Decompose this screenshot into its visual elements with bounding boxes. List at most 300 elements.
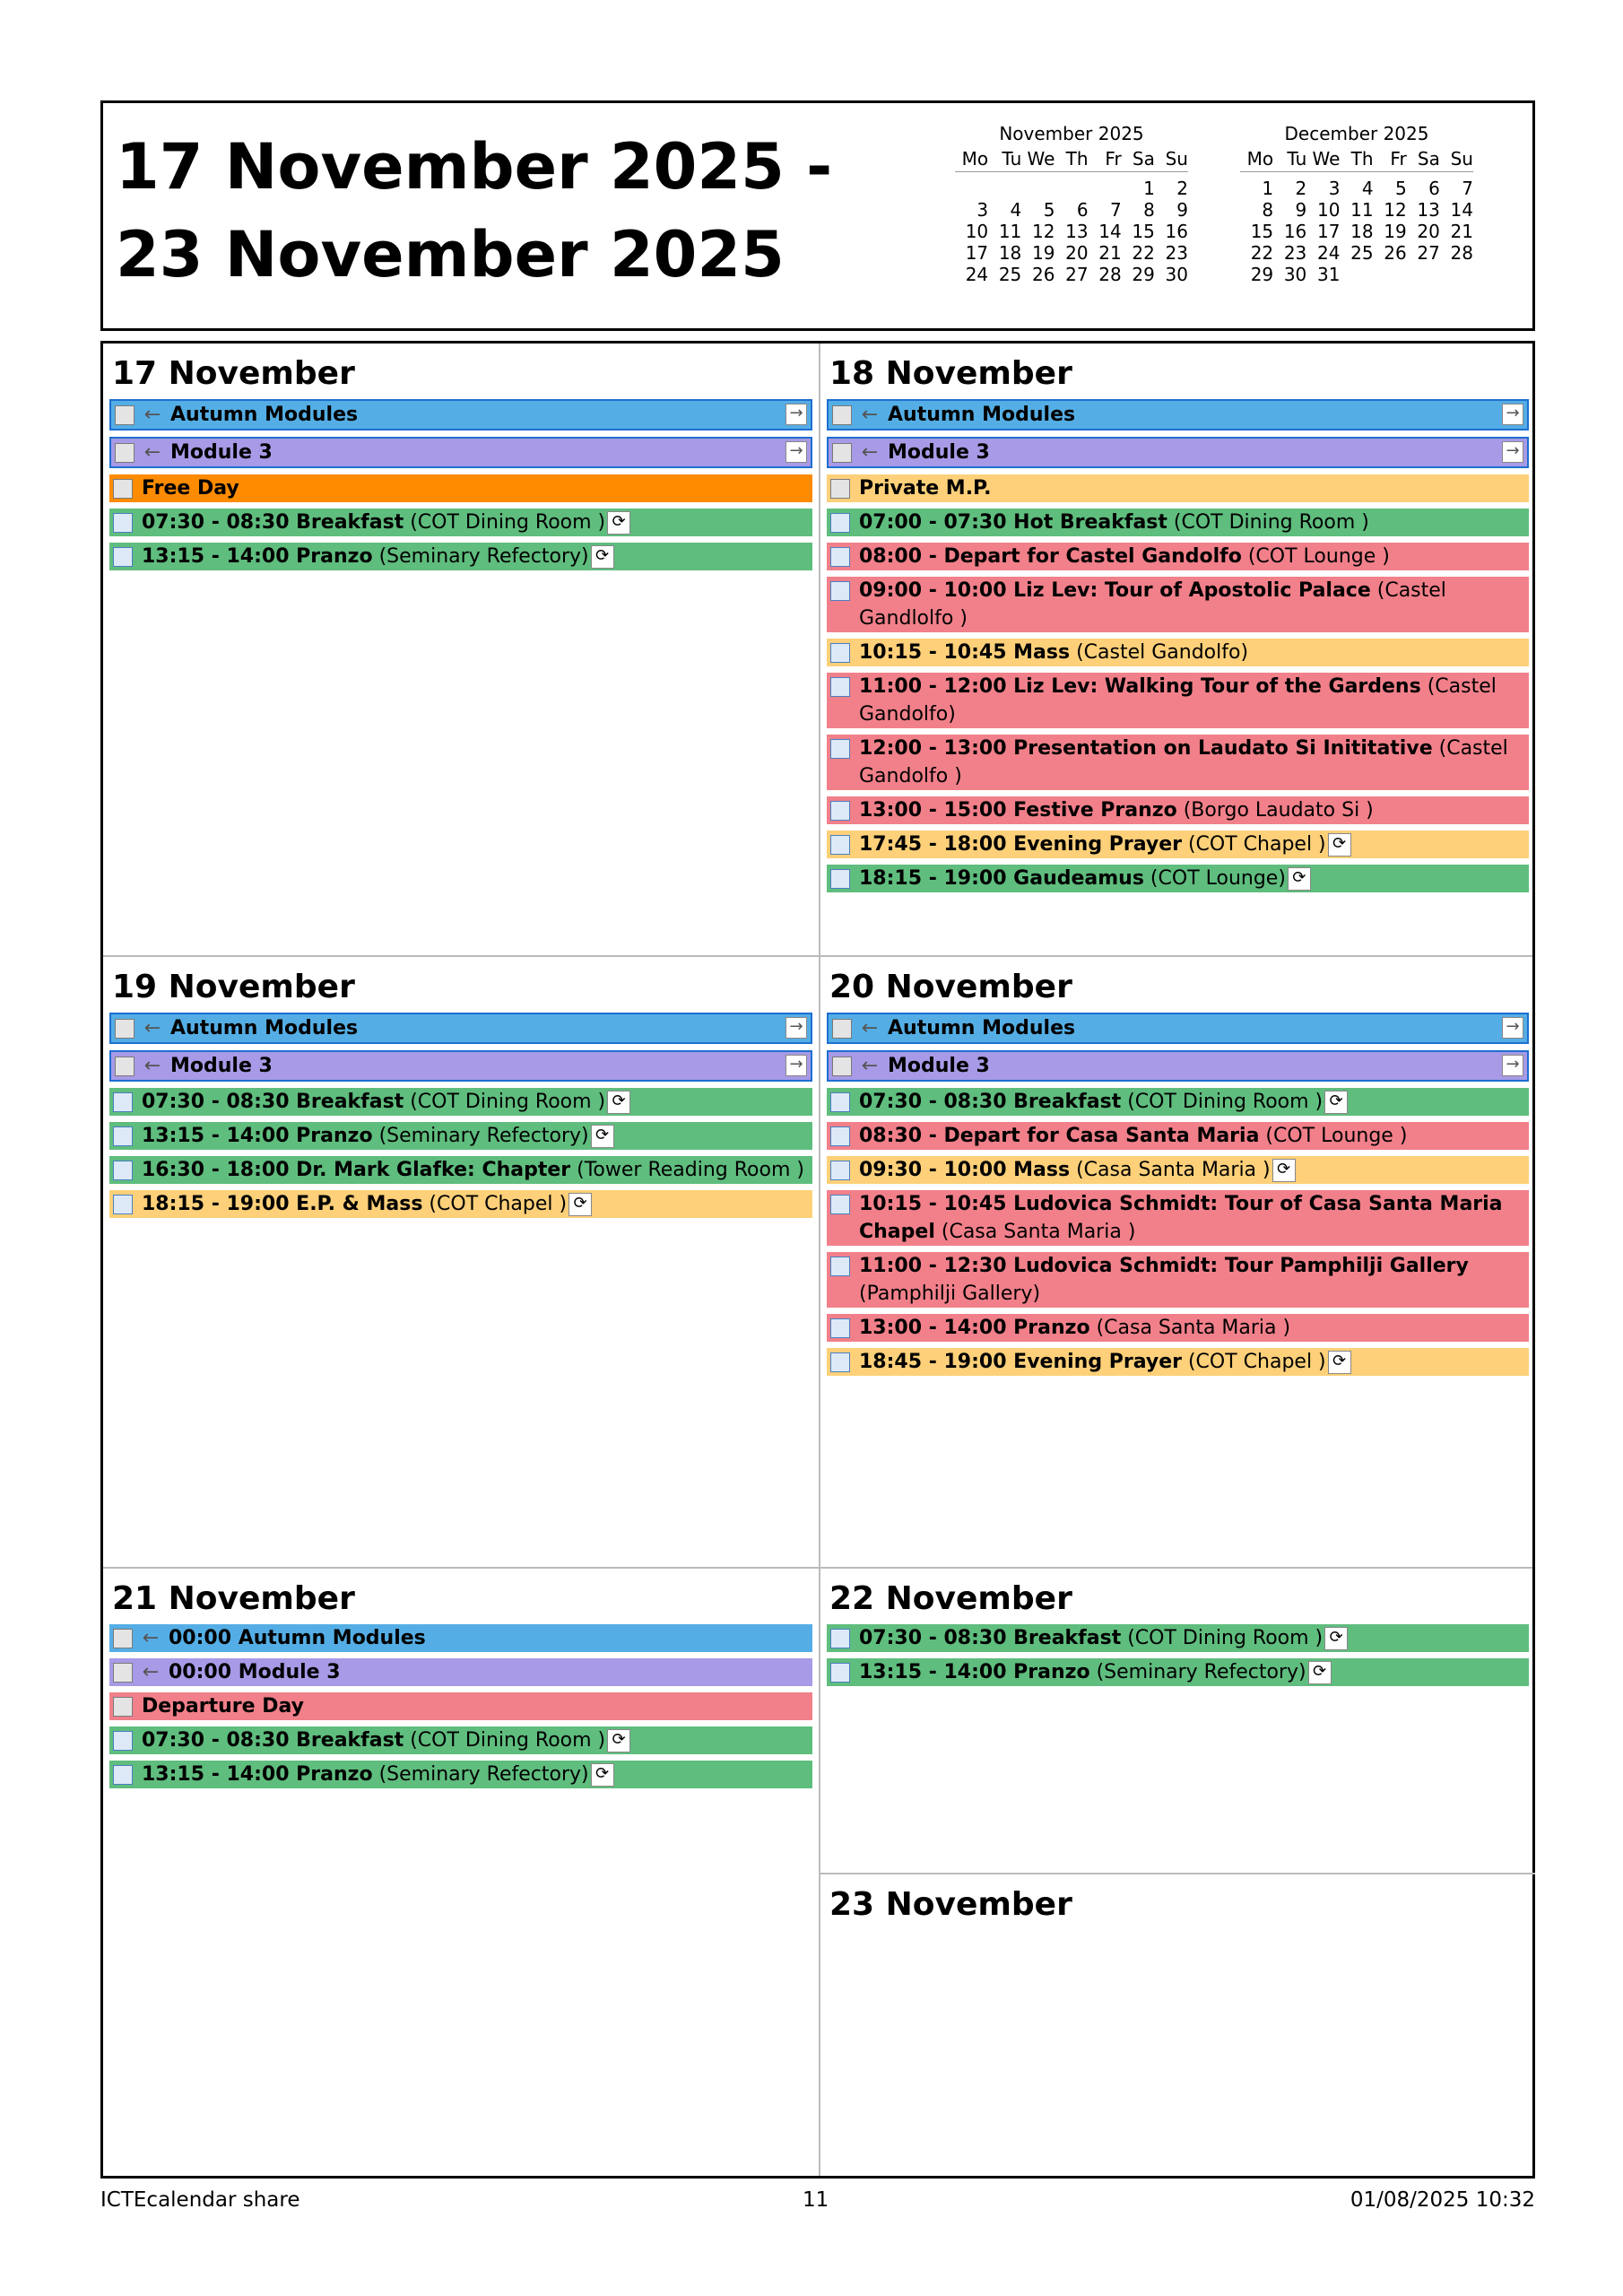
event-location: (COT Chapel ) (1181, 1351, 1326, 1373)
event-text (859, 1193, 1503, 1243)
weekday-label: Mo (1246, 148, 1274, 170)
calendar-date[interactable]: 1 (1143, 178, 1155, 199)
calendar-date[interactable]: 9 (1295, 199, 1307, 221)
event-checkbox[interactable] (832, 1019, 852, 1039)
event-text (170, 1017, 358, 1039)
event-item[interactable] (827, 577, 1529, 632)
calendar-date[interactable]: 23 (1165, 242, 1188, 264)
event-location: (Borgo Laudato Si ) (1176, 799, 1374, 822)
event-title: 09:00 - 10:00 Liz Lev: Tour of Apostolic Palace (859, 579, 1371, 602)
event-item[interactable] (109, 437, 812, 468)
calendar-date[interactable]: 16 (1165, 221, 1188, 242)
calendar-date[interactable]: 9 (1176, 199, 1188, 221)
event-item[interactable] (827, 639, 1529, 666)
event-text (859, 867, 1311, 890)
calendar-date[interactable]: 19 (1384, 221, 1407, 242)
event-text (859, 641, 1248, 664)
recurring-icon: ⟳ (591, 545, 614, 569)
event-checkbox[interactable] (830, 581, 850, 601)
calendar-date[interactable]: 22 (1250, 242, 1274, 264)
weekday-label: We (1312, 148, 1341, 170)
event-checkbox[interactable] (113, 513, 133, 533)
recurring-icon: ⟳ (591, 1125, 614, 1148)
event-checkbox[interactable] (113, 1765, 133, 1785)
calendar-date[interactable]: 25 (1350, 242, 1374, 264)
week-header (100, 100, 1535, 331)
event-item[interactable] (109, 399, 812, 430)
recurring-icon: ⟳ (1288, 867, 1311, 891)
continues-right-arrow-icon: → (785, 1017, 807, 1039)
day-label: 22 November (829, 1580, 1072, 1617)
day-label: 19 November (112, 969, 355, 1005)
event-item[interactable] (827, 437, 1529, 468)
calendar-date[interactable]: 24 (1316, 242, 1341, 264)
event-item[interactable] (827, 1252, 1529, 1308)
event-item[interactable] (827, 474, 1529, 502)
event-location: (COT Lounge ) (1241, 545, 1390, 568)
footer-calendar-name: ICTEcalendar share (100, 2188, 300, 2212)
event-location: (Casa Santa Maria ) (1070, 1159, 1271, 1181)
event-checkbox[interactable] (113, 1731, 133, 1751)
event-item[interactable] (827, 509, 1529, 536)
event-location: (COT Dining Room ) (404, 511, 606, 534)
event-checkbox[interactable] (113, 1161, 133, 1180)
mini-calendar-title: December 2025 (1284, 123, 1429, 144)
event-checkbox[interactable] (113, 547, 133, 567)
event-item[interactable] (109, 1156, 812, 1184)
event-item[interactable] (827, 1624, 1529, 1652)
event-text (859, 579, 1446, 630)
event-location: (Casa Santa Maria ) (1089, 1317, 1291, 1339)
event-item[interactable] (109, 1726, 812, 1754)
event-title: 07:30 - 08:30 Breakfast (142, 1091, 404, 1113)
event-item[interactable] (827, 1050, 1529, 1082)
continues-right-arrow-icon: → (1502, 1055, 1523, 1076)
event-title: 08:00 - Depart for Castel Gandolfo (859, 545, 1242, 568)
event-title: Autumn Modules (170, 1017, 359, 1039)
mini-calendar-days (955, 178, 1188, 285)
event-checkbox[interactable] (115, 1019, 135, 1039)
calendar-date[interactable]: 11 (1350, 199, 1374, 221)
event-item[interactable] (827, 796, 1529, 824)
event-item[interactable] (827, 735, 1529, 790)
calendar-date[interactable]: 5 (1394, 178, 1407, 199)
recurring-icon: ⟳ (1324, 1091, 1348, 1114)
event-item[interactable] (109, 509, 812, 536)
event-checkbox[interactable] (830, 643, 850, 663)
event-item[interactable] (827, 1156, 1529, 1184)
continues-left-arrow-icon: ← (861, 1017, 879, 1039)
day-events (827, 399, 1529, 892)
event-location: (Casa Santa Maria ) (934, 1221, 1136, 1243)
event-text (859, 833, 1351, 856)
title-line-1: 17 November 2025 - (116, 130, 833, 204)
calendar-date[interactable]: 4 (1361, 178, 1374, 199)
event-title: 13:15 - 14:00 Pranzo (142, 1125, 373, 1147)
event-item[interactable] (109, 1692, 812, 1720)
day-cell-20-november[interactable] (820, 957, 1535, 1567)
weekday-label: Th (1065, 148, 1089, 170)
event-checkbox[interactable] (113, 1663, 133, 1683)
calendar-date[interactable]: 8 (1143, 199, 1155, 221)
weekday-label: Sa (1417, 148, 1440, 170)
event-checkbox[interactable] (113, 479, 133, 499)
calendar-date[interactable]: 2 (1295, 178, 1307, 199)
continues-right-arrow-icon: → (1502, 404, 1523, 425)
recurring-icon: ⟳ (1272, 1159, 1296, 1182)
event-location: (COT Dining Room ) (404, 1729, 606, 1752)
calendar-date[interactable]: 1 (1262, 178, 1274, 199)
recurring-icon: ⟳ (607, 1091, 630, 1114)
event-title: 18:15 - 19:00 E.P. & Mass (142, 1193, 423, 1215)
event-item[interactable] (109, 543, 812, 570)
event-checkbox[interactable] (830, 739, 850, 759)
event-title: 11:00 - 12:00 Liz Lev: Walking Tour of the Gardens (859, 675, 1421, 698)
event-title: 18:45 - 19:00 Evening Prayer (859, 1351, 1182, 1373)
event-location: (Pamphilji Gallery) (859, 1283, 1041, 1305)
recurring-icon: ⟳ (1328, 1351, 1351, 1374)
weekday-label: Su (1450, 148, 1473, 170)
event-text (859, 1627, 1348, 1649)
calendar-date[interactable]: 28 (1450, 242, 1473, 264)
day-cell-18-november[interactable] (820, 344, 1535, 955)
calendar-date[interactable]: 2 (1176, 178, 1188, 199)
event-text (859, 545, 1390, 568)
event-title: Module 3 (170, 1055, 273, 1077)
event-checkbox[interactable] (115, 1057, 135, 1076)
calendar-date[interactable]: 20 (1417, 221, 1440, 242)
calendar-date[interactable]: 27 (1417, 242, 1440, 264)
event-text (859, 477, 992, 500)
event-title: 07:00 - 07:30 Hot Breakfast (859, 511, 1167, 534)
event-checkbox[interactable] (830, 1318, 850, 1338)
event-checkbox[interactable] (115, 443, 135, 463)
recurring-icon: ⟳ (607, 511, 630, 535)
event-text (859, 1317, 1290, 1339)
calendar-blank (1021, 178, 1055, 199)
weekday-label: Mo (961, 148, 989, 170)
day-cell-21-november[interactable] (103, 1569, 819, 2176)
event-location: (Castel Gandolfo ) (859, 737, 1508, 787)
calendar-date[interactable]: 8 (1262, 199, 1274, 221)
calendar-date[interactable]: 24 (965, 264, 989, 285)
event-location: (Tower Reading Room ) (570, 1159, 804, 1181)
recurring-icon: ⟳ (1328, 833, 1351, 857)
event-title: 18:15 - 19:00 Gaudeamus (859, 867, 1144, 890)
event-location: (Seminary Refectory) (372, 545, 589, 568)
day-events (109, 399, 812, 570)
event-item[interactable] (827, 673, 1529, 728)
event-item[interactable] (109, 1658, 812, 1686)
calendar-date[interactable]: 17 (965, 242, 989, 264)
event-item[interactable] (827, 1348, 1529, 1376)
event-title: 10:15 - 10:45 Mass (859, 641, 1071, 664)
event-title: 13:00 - 14:00 Pranzo (859, 1317, 1090, 1339)
event-item[interactable] (827, 399, 1529, 430)
event-text (170, 1055, 273, 1077)
event-item[interactable] (109, 1050, 812, 1082)
day-label: 18 November (829, 355, 1072, 392)
event-item[interactable] (109, 1013, 812, 1044)
event-item[interactable] (827, 1658, 1529, 1686)
event-text (170, 441, 273, 464)
day-label: 17 November (112, 355, 355, 392)
calendar-date[interactable]: 6 (1076, 199, 1089, 221)
calendar-date[interactable]: 14 (1098, 221, 1122, 242)
continues-right-arrow-icon: → (785, 1055, 807, 1076)
event-text (859, 1255, 1469, 1305)
calendar-date[interactable]: 3 (1328, 178, 1341, 199)
event-checkbox[interactable] (830, 1663, 850, 1683)
event-item[interactable] (827, 1190, 1529, 1246)
event-title: Private M.P. (859, 477, 992, 500)
event-text (859, 799, 1374, 822)
event-checkbox[interactable] (832, 1057, 852, 1076)
event-text (142, 1763, 614, 1786)
day-label: 21 November (112, 1580, 355, 1617)
continues-left-arrow-icon: ← (142, 1661, 160, 1683)
event-checkbox[interactable] (830, 1126, 850, 1146)
calendar-date[interactable]: 15 (1250, 221, 1274, 242)
event-item[interactable] (827, 543, 1529, 570)
event-checkbox[interactable] (113, 1092, 133, 1112)
continues-left-arrow-icon: ← (861, 1055, 879, 1077)
event-text (859, 1125, 1407, 1147)
event-item[interactable] (109, 1190, 812, 1218)
recurring-icon: ⟳ (607, 1729, 630, 1752)
calendar-date[interactable]: 6 (1428, 178, 1440, 199)
event-title: 08:30 - Depart for Casa Santa Maria (859, 1125, 1260, 1147)
calendar-date[interactable]: 11 (998, 221, 1022, 242)
event-checkbox[interactable] (830, 547, 850, 567)
day-events (827, 1624, 1529, 1686)
event-title: 10:15 - 10:45 Ludovica Schmidt: Tour of Casa Santa Maria Chapel (859, 1193, 1503, 1243)
event-checkbox[interactable] (830, 1257, 850, 1276)
event-text (859, 1661, 1332, 1683)
event-checkbox[interactable] (113, 1697, 133, 1717)
mini-calendar-days (1240, 178, 1473, 285)
calendar-date[interactable]: 7 (1462, 178, 1473, 199)
calendar-date[interactable]: 18 (998, 242, 1022, 264)
event-text (859, 737, 1508, 787)
recurring-icon: ⟳ (1308, 1661, 1332, 1684)
event-title: 13:15 - 14:00 Pranzo (142, 1763, 373, 1786)
continues-left-arrow-icon: ← (143, 1017, 161, 1039)
mini-calendar-november[interactable] (955, 123, 1188, 285)
calendar-date[interactable]: 10 (1316, 199, 1341, 221)
event-checkbox[interactable] (830, 869, 850, 889)
calendar-date[interactable]: 12 (1384, 199, 1407, 221)
event-title: 07:30 - 08:30 Breakfast (142, 511, 404, 534)
calendar-date[interactable]: 25 (998, 264, 1022, 285)
event-checkbox[interactable] (830, 801, 850, 821)
event-item[interactable] (109, 1761, 812, 1788)
event-checkbox[interactable] (830, 1161, 850, 1180)
calendar-date[interactable]: 21 (1450, 221, 1473, 242)
event-title: 13:00 - 15:00 Festive Pranzo (859, 799, 1177, 822)
event-text (142, 545, 614, 568)
day-events (109, 1013, 812, 1218)
event-text (142, 1695, 304, 1718)
event-checkbox[interactable] (830, 677, 850, 697)
calendar-date[interactable]: 4 (1010, 199, 1022, 221)
weekday-label: Fr (1390, 148, 1407, 170)
calendar-blank (988, 178, 1021, 199)
event-text (142, 1729, 630, 1752)
event-text (169, 1661, 341, 1683)
event-checkbox[interactable] (830, 1092, 850, 1112)
event-checkbox[interactable] (832, 443, 852, 463)
day-cell-19-november[interactable] (103, 957, 819, 1567)
continues-left-arrow-icon: ← (861, 441, 879, 464)
event-title: 00:00 Module 3 (169, 1661, 341, 1683)
weekday-label: Fr (1105, 148, 1122, 170)
calendar-blank (955, 178, 988, 199)
footer-timestamp: 01/08/2025 10:32 (1350, 2188, 1535, 2212)
calendar-date[interactable]: 26 (1384, 242, 1407, 264)
event-item[interactable] (827, 1122, 1529, 1150)
event-item[interactable] (827, 1088, 1529, 1116)
event-item[interactable] (827, 831, 1529, 858)
mini-calendar-weekdays (1240, 148, 1473, 172)
calendar-date[interactable]: 18 (1350, 221, 1374, 242)
week-range-title (116, 123, 832, 299)
event-checkbox[interactable] (830, 1629, 850, 1648)
event-location: (COT Dining Room ) (1121, 1627, 1324, 1649)
continues-right-arrow-icon: → (1502, 441, 1523, 463)
calendar-date[interactable]: 29 (1250, 264, 1274, 285)
calendar-blank (1055, 178, 1088, 199)
weekday-label: Tu (1002, 148, 1022, 170)
calendar-date[interactable]: 14 (1450, 199, 1473, 221)
calendar-date[interactable]: 20 (1065, 242, 1089, 264)
continues-right-arrow-icon: → (785, 404, 807, 425)
calendar-date[interactable]: 10 (965, 221, 989, 242)
event-title: Departure Day (142, 1695, 305, 1718)
event-checkbox[interactable] (830, 513, 850, 533)
event-item[interactable] (827, 1314, 1529, 1342)
calendar-date[interactable]: 15 (1132, 221, 1155, 242)
event-title: Autumn Modules (888, 404, 1076, 426)
mini-calendar-title: November 2025 (999, 123, 1144, 144)
event-title: 13:15 - 14:00 Pranzo (142, 545, 373, 568)
event-item[interactable] (109, 1088, 812, 1116)
calendar-date[interactable]: 31 (1316, 264, 1341, 285)
event-title: 07:30 - 08:30 Breakfast (142, 1729, 404, 1752)
calendar-date[interactable]: 3 (976, 199, 989, 221)
calendar-date[interactable]: 13 (1065, 221, 1089, 242)
day-cell-17-november[interactable] (103, 344, 819, 955)
event-title: Module 3 (888, 441, 990, 464)
calendar-date[interactable]: 29 (1132, 264, 1155, 285)
event-title: 13:15 - 14:00 Pranzo (859, 1661, 1090, 1683)
day-events (827, 1013, 1529, 1376)
event-item[interactable] (109, 1624, 812, 1652)
calendar-date[interactable]: 27 (1065, 264, 1089, 285)
mini-calendar-weekdays (955, 148, 1188, 172)
calendar-date[interactable]: 30 (1283, 264, 1307, 285)
event-location: (Seminary Refectory) (372, 1125, 589, 1147)
event-checkbox[interactable] (113, 1126, 133, 1146)
continues-right-arrow-icon: → (785, 441, 807, 463)
calendar-date[interactable]: 5 (1043, 199, 1055, 221)
day-events (109, 1624, 812, 1788)
event-item[interactable] (109, 474, 812, 502)
event-location: (COT Lounge) (1143, 867, 1286, 890)
event-checkbox[interactable] (830, 835, 850, 855)
calendar-date[interactable]: 22 (1132, 242, 1155, 264)
weekday-label: Su (1165, 148, 1188, 170)
mini-calendar-december[interactable] (1240, 123, 1473, 285)
recurring-icon: ⟳ (568, 1193, 592, 1216)
recurring-icon: ⟳ (591, 1763, 614, 1787)
event-title: 17:45 - 18:00 Evening Prayer (859, 833, 1182, 856)
event-item[interactable] (827, 1013, 1529, 1044)
event-item[interactable] (827, 865, 1529, 892)
calendar-date[interactable]: 19 (1031, 242, 1055, 264)
calendar-date[interactable]: 12 (1031, 221, 1055, 242)
event-title: 09:30 - 10:00 Mass (859, 1159, 1071, 1181)
calendar-date[interactable]: 16 (1283, 221, 1307, 242)
event-location: (COT Dining Room ) (1167, 511, 1369, 534)
event-location: (COT Lounge ) (1259, 1125, 1408, 1147)
event-location: (COT Chapel ) (422, 1193, 568, 1215)
continues-right-arrow-icon: → (1502, 1017, 1523, 1039)
event-checkbox[interactable] (830, 1195, 850, 1214)
calendar-date[interactable]: 23 (1283, 242, 1307, 264)
event-text (859, 511, 1369, 534)
calendar-date[interactable]: 30 (1165, 264, 1188, 285)
event-text (142, 511, 630, 534)
day-cell-23-november[interactable] (820, 1874, 1535, 2176)
weekday-label: We (1027, 148, 1055, 170)
event-location: (Seminary Refectory) (372, 1763, 589, 1786)
event-checkbox[interactable] (832, 405, 852, 425)
event-text (142, 1193, 592, 1215)
event-item[interactable] (109, 1122, 812, 1150)
calendar-date[interactable]: 7 (1109, 199, 1122, 221)
continues-left-arrow-icon: ← (143, 1055, 161, 1077)
event-title: 07:30 - 08:30 Breakfast (859, 1627, 1122, 1649)
calendar-blank (1089, 178, 1122, 199)
weekday-label: Tu (1287, 148, 1307, 170)
event-location: (Castel Gandolfo) (859, 675, 1497, 726)
day-label: 23 November (829, 1886, 1072, 1923)
day-cell-22-november[interactable] (820, 1569, 1535, 1873)
event-text (170, 404, 358, 426)
event-text (859, 1351, 1351, 1373)
event-title: 00:00 Autumn Modules (169, 1627, 426, 1649)
event-title: 07:30 - 08:30 Breakfast (859, 1091, 1122, 1113)
calendar-date[interactable]: 21 (1098, 242, 1122, 264)
event-location: (Castel Gandolfo) (1070, 641, 1249, 664)
event-checkbox[interactable] (113, 1195, 133, 1214)
event-checkbox[interactable] (115, 405, 135, 425)
event-title: 16:30 - 18:00 Dr. Mark Glafke: Chapter (142, 1159, 571, 1181)
event-checkbox[interactable] (830, 1352, 850, 1372)
title-line-2: 23 November 2025 (116, 218, 785, 291)
continues-left-arrow-icon: ← (861, 404, 879, 426)
event-text (888, 441, 990, 464)
calendar-date[interactable]: 17 (1316, 221, 1341, 242)
calendar-date[interactable]: 13 (1417, 199, 1440, 221)
calendar-date[interactable]: 26 (1031, 264, 1055, 285)
event-text (142, 1159, 804, 1181)
event-checkbox[interactable] (830, 479, 850, 499)
event-text (859, 1091, 1348, 1113)
event-checkbox[interactable] (113, 1629, 133, 1648)
calendar-date[interactable]: 28 (1098, 264, 1122, 285)
